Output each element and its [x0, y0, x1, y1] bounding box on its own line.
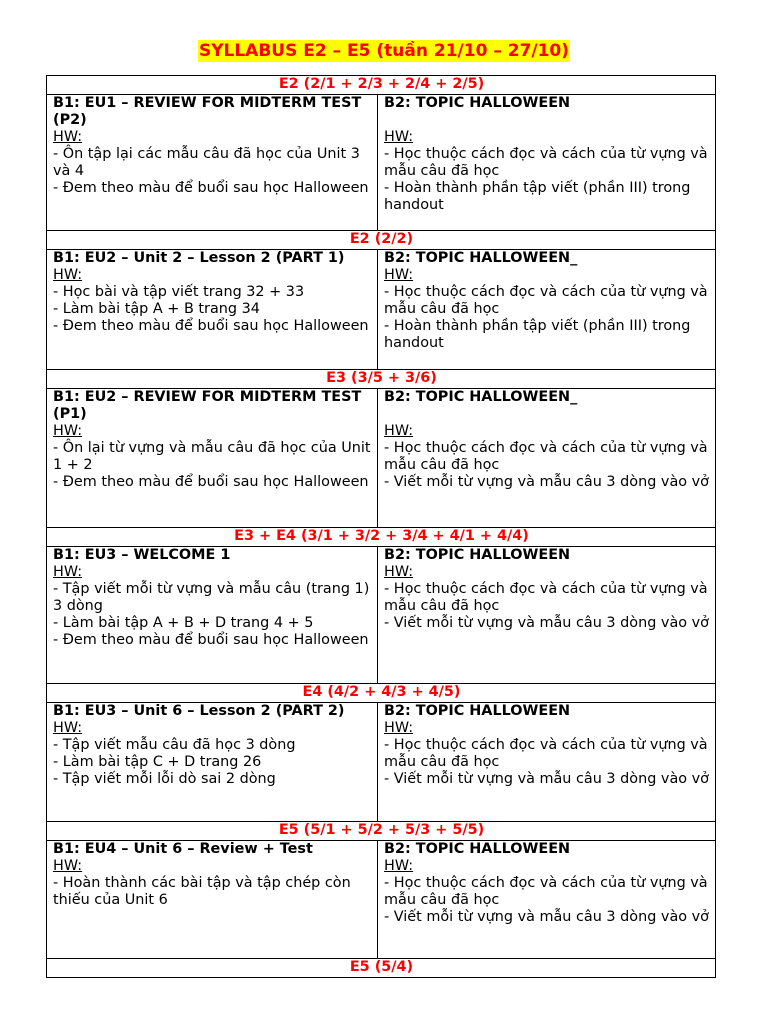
lesson-title: B2: TOPIC HALLOWEEN_	[384, 389, 578, 405]
section-header-row	[47, 370, 716, 389]
left-cell	[47, 95, 378, 231]
lesson-title: B2: TOPIC HALLOWEEN	[384, 703, 571, 719]
section-content-row	[47, 95, 716, 231]
hw-label: HW:	[384, 564, 414, 580]
right-cell	[378, 250, 716, 370]
section-header: E4 (4/2 + 4/3 + 4/5)	[47, 684, 716, 703]
section-content-row	[47, 841, 716, 959]
hw-item: - Đem theo màu để buổi sau học Halloween	[53, 180, 369, 196]
spacer	[384, 112, 710, 129]
hw-label: HW:	[384, 720, 414, 736]
section-header: E2 (2/1 + 2/3 + 2/4 + 2/5)	[47, 76, 716, 95]
left-cell	[47, 250, 378, 370]
hw-label: HW:	[53, 858, 83, 874]
section-header-row	[47, 822, 716, 841]
title-wrapper	[0, 40, 768, 62]
lesson-title: B1: EU3 – WELCOME 1	[53, 547, 231, 563]
hw-item: - Học thuộc cách đọc và cách của từ vựng và mẫu câu đã học	[384, 581, 708, 614]
hw-item: - Làm bài tập C + D trang 26	[53, 754, 262, 770]
left-cell	[47, 703, 378, 822]
hw-item: - Làm bài tập A + B trang 34	[53, 301, 260, 317]
hw-item: - Hoàn thành phần tập viết (phần III) trong handout	[384, 180, 691, 213]
hw-item: - Học thuộc cách đọc và cách của từ vựng và mẫu câu đã học	[384, 737, 708, 770]
section-content-row	[47, 703, 716, 822]
lesson-title: B1: EU2 – REVIEW FOR MIDTERM TEST (P1)	[53, 389, 362, 422]
section-header: E5 (5/1 + 5/2 + 5/3 + 5/5)	[47, 822, 716, 841]
hw-label: HW:	[384, 129, 414, 145]
section-header: E3 + E4 (3/1 + 3/2 + 3/4 + 4/1 + 4/4)	[47, 528, 716, 547]
lesson-title: B2: TOPIC HALLOWEEN	[384, 841, 571, 857]
hw-item: - Học thuộc cách đọc và cách của từ vựng và mẫu câu đã học	[384, 146, 708, 179]
section-header: E2 (2/2)	[47, 231, 716, 250]
lesson-title: B2: TOPIC HALLOWEEN_	[384, 250, 578, 266]
hw-item: - Ôn lại từ vựng và mẫu câu đã học của Unit 1 + 2	[53, 440, 371, 473]
section-header-row	[47, 528, 716, 547]
left-cell	[47, 547, 378, 684]
hw-item: - Tập viết mỗi từ vựng và mẫu câu (trang 1) 3 dòng	[53, 581, 370, 614]
hw-item: - Đem theo màu để buổi sau học Halloween	[53, 474, 369, 490]
lesson-title: B2: TOPIC HALLOWEEN	[384, 95, 571, 111]
hw-item: - Tập viết mẫu câu đã học 3 dòng	[53, 737, 296, 753]
hw-item: - Viết mỗi từ vựng và mẫu câu 3 dòng vào vở	[384, 615, 709, 631]
hw-label: HW:	[53, 129, 83, 145]
hw-item: - Học bài và tập viết trang 32 + 33	[53, 284, 305, 300]
lesson-title: B1: EU3 – Unit 6 – Lesson 2 (PART 2)	[53, 703, 345, 719]
hw-item: - Học thuộc cách đọc và cách của từ vựng và mẫu câu đã học	[384, 440, 708, 473]
hw-item: - Ôn tập lại các mẫu câu đã học của Unit 3 và 4	[53, 146, 360, 179]
hw-item: - Viết mỗi từ vựng và mẫu câu 3 dòng vào vở	[384, 909, 709, 925]
section-content-row	[47, 250, 716, 370]
hw-label: HW:	[53, 267, 83, 283]
hw-label: HW:	[384, 858, 414, 874]
hw-label: HW:	[384, 423, 414, 439]
lesson-title: B1: EU1 – REVIEW FOR MIDTERM TEST (P2)	[53, 95, 362, 128]
hw-item: - Viết mỗi từ vựng và mẫu câu 3 dòng vào vở	[384, 771, 709, 787]
right-cell	[378, 389, 716, 528]
section-header: E5 (5/4)	[47, 959, 716, 978]
hw-item: - Hoàn thành phần tập viết (phần III) trong handout	[384, 318, 691, 351]
hw-label: HW:	[53, 564, 83, 580]
section-content-row	[47, 547, 716, 684]
section-header-row	[47, 684, 716, 703]
hw-item: - Đem theo màu để buổi sau học Halloween	[53, 318, 369, 334]
section-header-row	[47, 76, 716, 95]
hw-item: - Viết mỗi từ vựng và mẫu câu 3 dòng vào vở	[384, 474, 709, 490]
hw-item: - Học thuộc cách đọc và cách của từ vựng và mẫu câu đã học	[384, 875, 708, 908]
hw-item: - Làm bài tập A + B + D trang 4 + 5	[53, 615, 314, 631]
syllabus-table	[46, 75, 716, 978]
spacer	[384, 406, 710, 423]
hw-label: HW:	[384, 267, 414, 283]
lesson-title: B2: TOPIC HALLOWEEN	[384, 547, 571, 563]
hw-item: - Đem theo màu để buổi sau học Halloween	[53, 632, 369, 648]
hw-label: HW:	[53, 423, 83, 439]
right-cell	[378, 547, 716, 684]
right-cell	[378, 841, 716, 959]
left-cell	[47, 841, 378, 959]
page-title: SYLLABUS E2 – E5 (tuần 21/10 – 27/10)	[198, 41, 570, 61]
lesson-title: B1: EU4 – Unit 6 – Review + Test	[53, 841, 313, 857]
hw-item: - Tập viết mỗi lỗi dò sai 2 dòng	[53, 771, 276, 787]
left-cell	[47, 389, 378, 528]
right-cell	[378, 95, 716, 231]
hw-item: - Học thuộc cách đọc và cách của từ vựng và mẫu câu đã học	[384, 284, 708, 317]
section-header-row	[47, 959, 716, 978]
section-header: E3 (3/5 + 3/6)	[47, 370, 716, 389]
section-header-row	[47, 231, 716, 250]
lesson-title: B1: EU2 – Unit 2 – Lesson 2 (PART 1)	[53, 250, 345, 266]
right-cell	[378, 703, 716, 822]
section-content-row	[47, 389, 716, 528]
hw-label: HW:	[53, 720, 83, 736]
hw-item: - Hoàn thành các bài tập và tập chép còn thiếu của Unit 6	[53, 875, 351, 908]
